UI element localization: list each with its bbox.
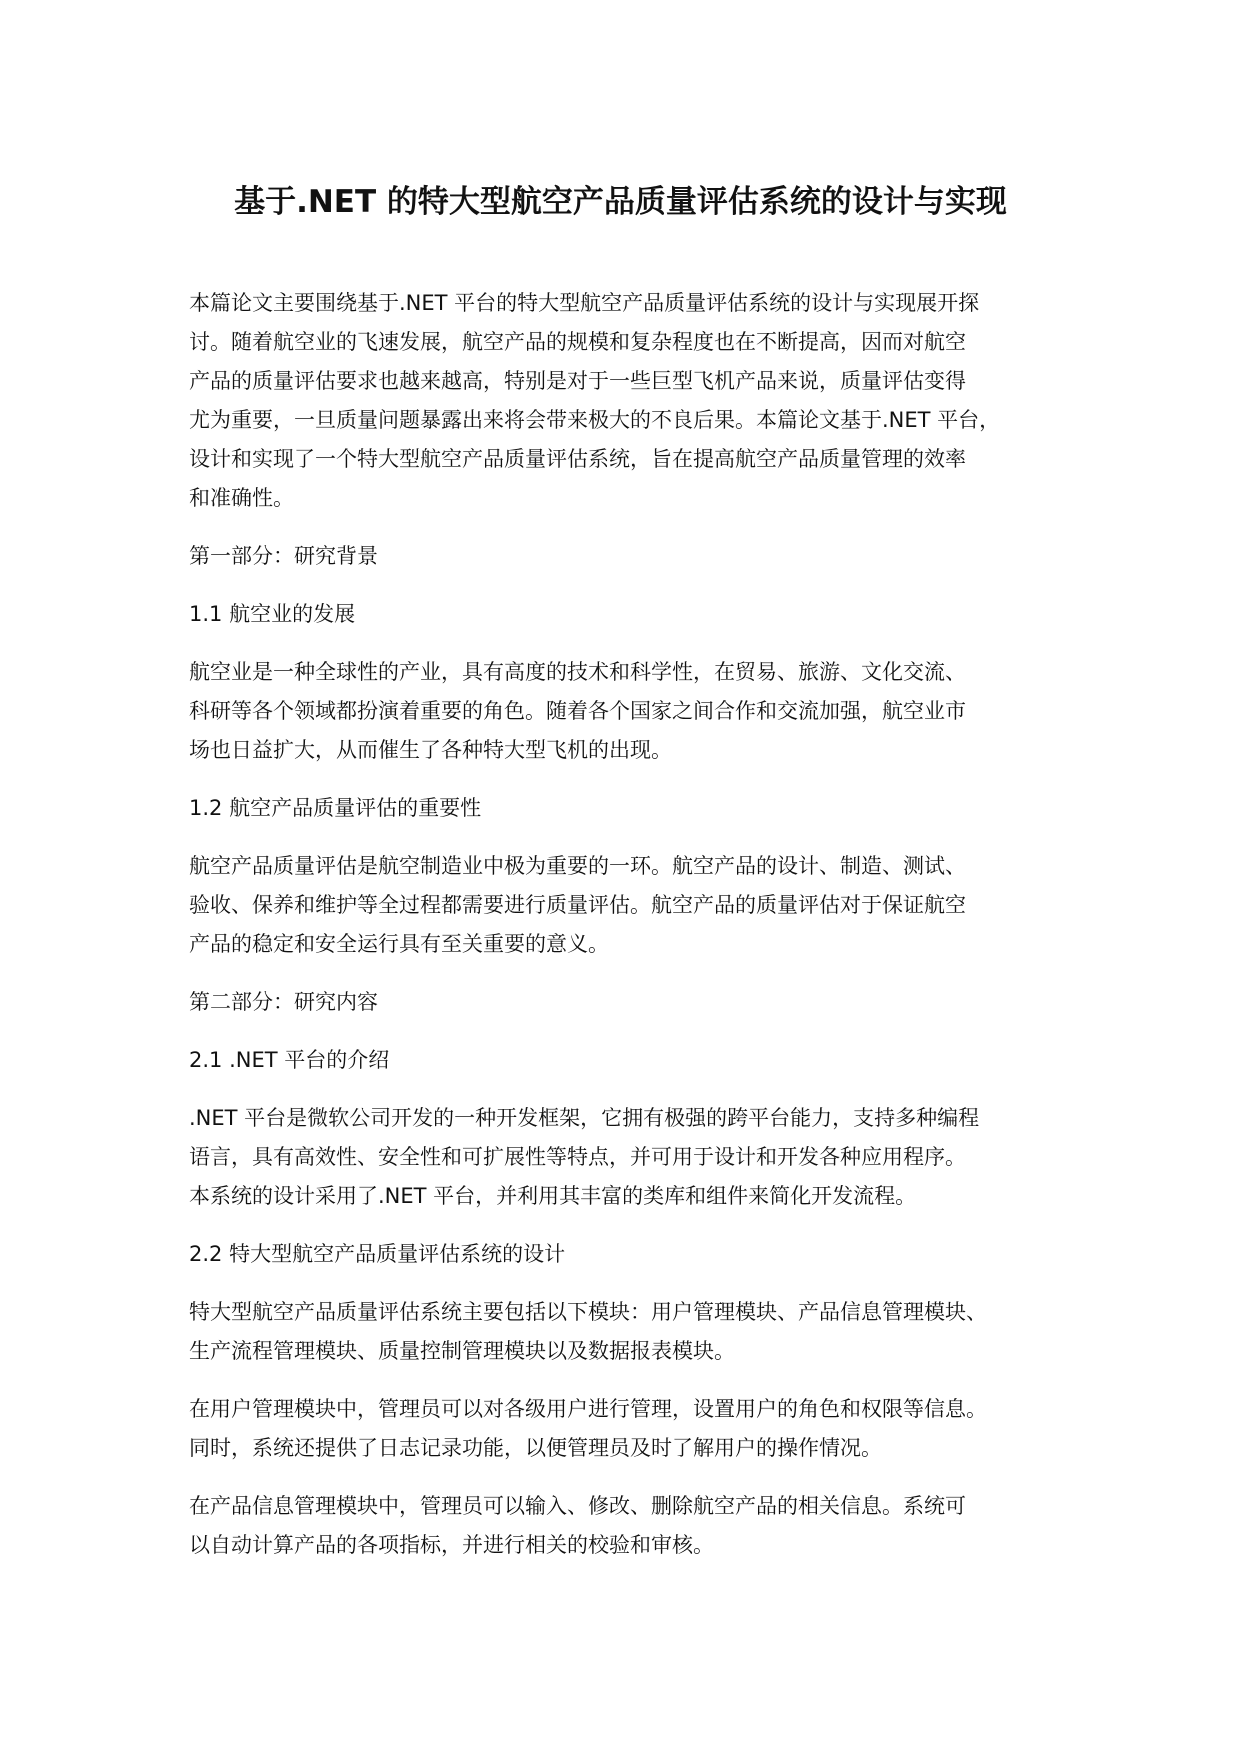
section-heading [189,789,1089,828]
text-line: .NET 平台是微软公司开发的一种开发框架，它拥有极强的跨平台能力，支持多种编程 [189,1106,980,1130]
text-line: 尤为重要，一旦质量问题暴露出来将会带来极大的不良后果。本篇论文基于.NET 平台， [189,408,1001,432]
text-line: 第一部分：研究背景 [189,544,378,568]
text-line: 生产流程管理模块、质量控制管理模块以及数据报表模块。 [189,1339,735,1363]
text-line: 讨。随着航空业的飞速发展，航空产品的规模和复杂程度也在不断提高，因而对航空 [189,330,966,354]
section-heading [189,595,1089,634]
text-line: 产品的质量评估要求也越来越高，特别是对于一些巨型飞机产品来说，质量评估变得 [189,369,966,393]
section-heading [189,537,1089,576]
section-heading [189,983,1089,1022]
text-line: 语言，具有高效性、安全性和可扩展性等特点，并可用于设计和开发各种应用程序。 [189,1145,966,1169]
text-line: 和准确性。 [189,486,294,510]
body-paragraph [189,284,1089,518]
text-line: 科研等各个领域都扮演着重要的角色。随着各个国家之间合作和交流加强，航空业市 [189,699,966,723]
section-heading [189,1235,1089,1274]
text-line: 2.1 .NET 平台的介绍 [189,1048,390,1072]
text-line: 产品的稳定和安全运行具有至关重要的意义。 [189,932,609,956]
text-line: 第二部分：研究内容 [189,990,378,1014]
body-paragraph [189,847,1089,964]
body-paragraph [189,1293,1089,1371]
body-paragraph [189,1099,1089,1216]
text-line: 在产品信息管理模块中，管理员可以输入、修改、删除航空产品的相关信息。系统可 [189,1494,966,1518]
text-line: 2.2 特大型航空产品质量评估系统的设计 [189,1242,566,1266]
text-line: 航空业是一种全球性的产业，具有高度的技术和科学性，在贸易、旅游、文化交流、 [189,660,966,684]
text-line: 1.1 航空业的发展 [189,602,356,626]
section-heading [189,1041,1089,1080]
text-line: 验收、保养和维护等全过程都需要进行质量评估。航空产品的质量评估对于保证航空 [189,893,966,917]
text-line: 场也日益扩大，从而催生了各种特大型飞机的出现。 [189,738,672,762]
document-body [189,284,1089,1584]
text-line: 本篇论文主要围绕基于.NET 平台的特大型航空产品质量评估系统的设计与实现展开探 [189,291,980,315]
body-paragraph [189,1487,1089,1565]
text-line: 设计和实现了一个特大型航空产品质量评估系统，旨在提高航空产品质量管理的效率 [189,447,966,471]
text-line: 本系统的设计采用了.NET 平台，并利用其丰富的类库和组件来简化开发流程。 [189,1184,917,1208]
text-line: 以自动计算产品的各项指标，并进行相关的校验和审核。 [189,1533,714,1557]
body-paragraph [189,1390,1089,1468]
body-paragraph [189,653,1089,770]
text-line: 在用户管理模块中，管理员可以对各级用户进行管理，设置用户的角色和权限等信息。 [189,1397,987,1421]
document-title: 基于.NET 的特大型航空产品质量评估系统的设计与实现 [234,184,1007,220]
text-line: 特大型航空产品质量评估系统主要包括以下模块：用户管理模块、产品信息管理模块、 [189,1300,987,1324]
text-line: 1.2 航空产品质量评估的重要性 [189,796,482,820]
text-line: 航空产品质量评估是航空制造业中极为重要的一环。航空产品的设计、制造、测试、 [189,854,966,878]
text-line: 同时，系统还提供了日志记录功能，以便管理员及时了解用户的操作情况。 [189,1436,882,1460]
